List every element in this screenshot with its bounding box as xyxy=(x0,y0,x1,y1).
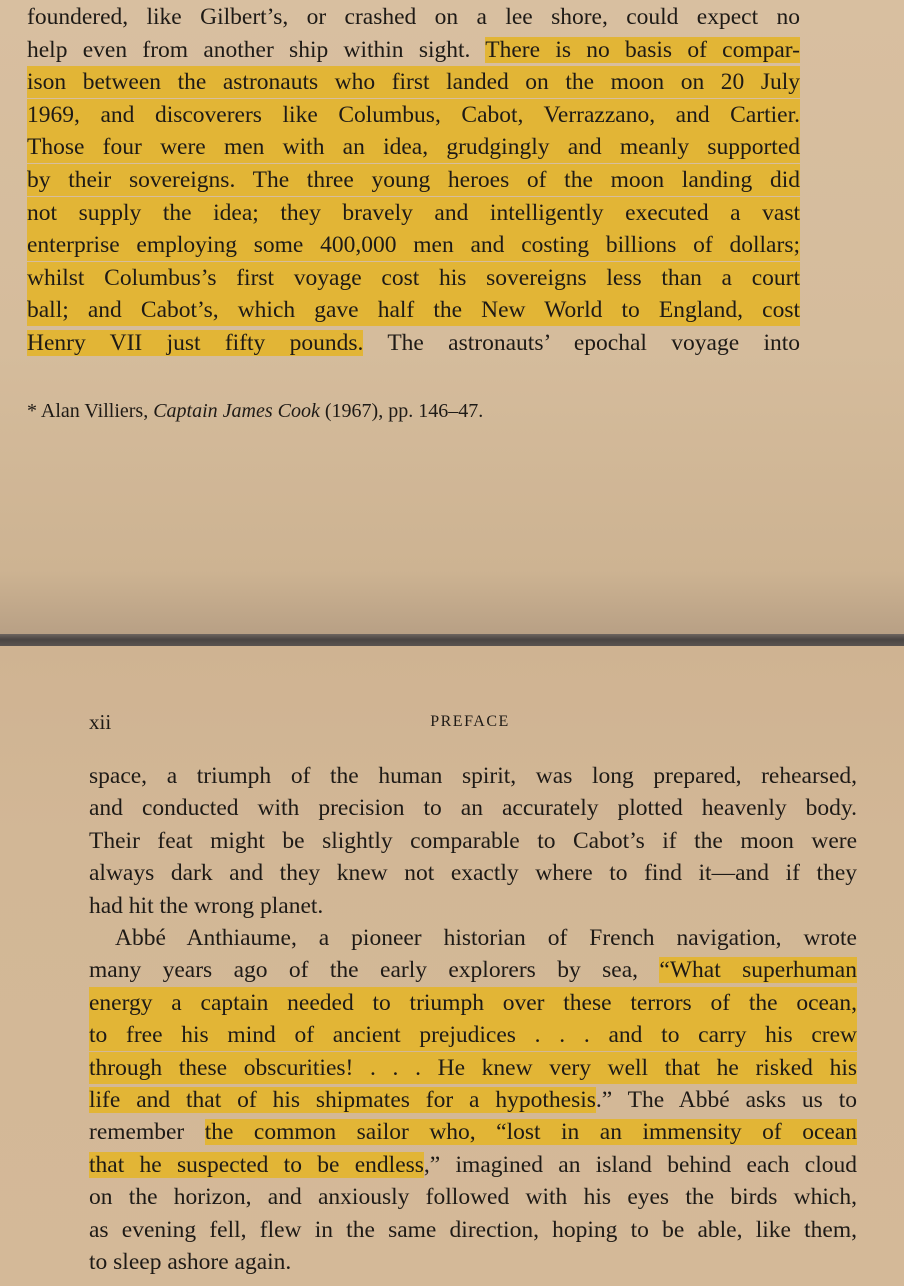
text-segment: space, a triumph of the human spirit, was long prepared, rehearsed, xyxy=(89,763,857,789)
highlighted-text: enterprise employing some 400,000 men and costing billions of dollars; xyxy=(27,232,800,259)
highlighted-text: There is no basis of compar- xyxy=(485,36,800,63)
text-line xyxy=(89,1019,857,1051)
text-line xyxy=(115,922,857,954)
text-line xyxy=(27,99,800,131)
text-segment: as evening fell, flew in the same direction, hoping to be able, like them, xyxy=(89,1216,857,1243)
highlighted-text: whilst Columbus’s first voyage cost his sovereigns less than a court xyxy=(27,264,800,291)
text-line xyxy=(89,1149,857,1181)
text-segment: and conducted with precision to an accurately plotted heavenly body. xyxy=(89,795,857,822)
highlighted-text: ison between the astronauts who first landed on the moon on 20 July xyxy=(27,69,800,96)
footnote-author: Alan Villiers, xyxy=(40,400,149,422)
text-line xyxy=(27,262,800,294)
text-line xyxy=(27,327,800,359)
text-segment: many years ago of the early explorers by sea, xyxy=(89,957,660,984)
text-segment: had hit the wrong planet. xyxy=(89,892,324,919)
text-line xyxy=(27,229,800,261)
top-page xyxy=(0,0,904,634)
text-line xyxy=(89,1246,857,1278)
highlighted-text: that he suspected to be endless xyxy=(89,1151,424,1178)
highlighted-text: Those four were men with an idea, grudgingly and meanly supported xyxy=(27,134,800,161)
highlighted-text: “What superhuman xyxy=(659,957,857,984)
page-number: xii xyxy=(89,710,112,734)
highlighted-text: through these obscurities! . . . He knew very well that he risked his xyxy=(89,1054,857,1081)
text-segment: .” The Abbé asks us to xyxy=(595,1087,857,1113)
text-line xyxy=(27,66,800,98)
text-segment: on the horizon, and anxiously followed with his eyes the birds which, xyxy=(89,1184,857,1211)
text-line xyxy=(89,857,857,889)
text-line xyxy=(27,164,800,196)
footnote-book-title: Captain James Cook xyxy=(153,400,320,422)
text-line xyxy=(27,197,800,229)
footnote-marker: * xyxy=(27,400,37,422)
highlighted-text: energy a captain needed to triumph over these terrors of the ocean, xyxy=(89,989,857,1016)
highlighted-text: 1969, and discoverers like Columbus, Cabot, Verrazzano, and Cartier. xyxy=(27,101,800,128)
footnote-pages: (1967), pp. 146–47. xyxy=(324,400,484,422)
running-head: PREFACE xyxy=(430,713,510,730)
text-segment: Their feat might be slightly comparable to Cabot’s if the moon were xyxy=(89,827,857,854)
text-line xyxy=(27,294,800,326)
text-segment: ,” imagined an island behind each cloud xyxy=(423,1151,857,1178)
text-segment: always dark and they knew not exactly where to find it—and if they xyxy=(89,860,857,887)
highlighted-text: Henry VII just fifty pounds. xyxy=(27,330,364,356)
text-segment: foundered, like Gilbert’s, or crashed on a lee shore, could expect no xyxy=(27,4,800,30)
bottom-page xyxy=(0,646,904,1286)
text-segment: to sleep ashore again. xyxy=(89,1249,292,1275)
text-line xyxy=(89,1116,857,1148)
footnote xyxy=(27,398,483,424)
highlighted-text: to free his mind of ancient prejudices . . . and to carry his crew xyxy=(89,1022,857,1049)
text-line xyxy=(27,34,800,66)
text-segment: The astronauts’ epochal voyage into xyxy=(363,330,801,356)
text-line xyxy=(27,1,800,33)
text-line xyxy=(89,1084,857,1116)
highlighted-text: by their sovereigns. The three young heroes of the moon landing did xyxy=(27,167,800,193)
highlighted-text: the common sailor who, “lost in an immensity of ocean xyxy=(204,1119,857,1146)
text-segment: Abbé Anthiaume, a pioneer historian of French navigation, wrote xyxy=(115,925,857,951)
text-line xyxy=(89,760,857,792)
highlighted-text: life and that of his shipmates for a hypothesis xyxy=(89,1087,596,1113)
text-segment: remember xyxy=(89,1119,205,1146)
highlighted-text: ball; and Cabot’s, which gave half the New World to England, cost xyxy=(27,297,800,324)
text-segment: help even from another ship within sight. xyxy=(27,36,486,63)
highlighted-text: not supply the idea; they bravely and intelligently executed a vast xyxy=(27,199,800,226)
text-line xyxy=(89,987,857,1019)
text-line xyxy=(27,131,800,163)
text-line xyxy=(89,1214,857,1246)
text-line xyxy=(89,825,857,857)
text-line xyxy=(89,890,857,922)
text-line xyxy=(89,1052,857,1084)
page-divider xyxy=(0,634,904,646)
text-line xyxy=(89,954,857,986)
text-line xyxy=(89,1181,857,1213)
text-line xyxy=(89,792,857,824)
